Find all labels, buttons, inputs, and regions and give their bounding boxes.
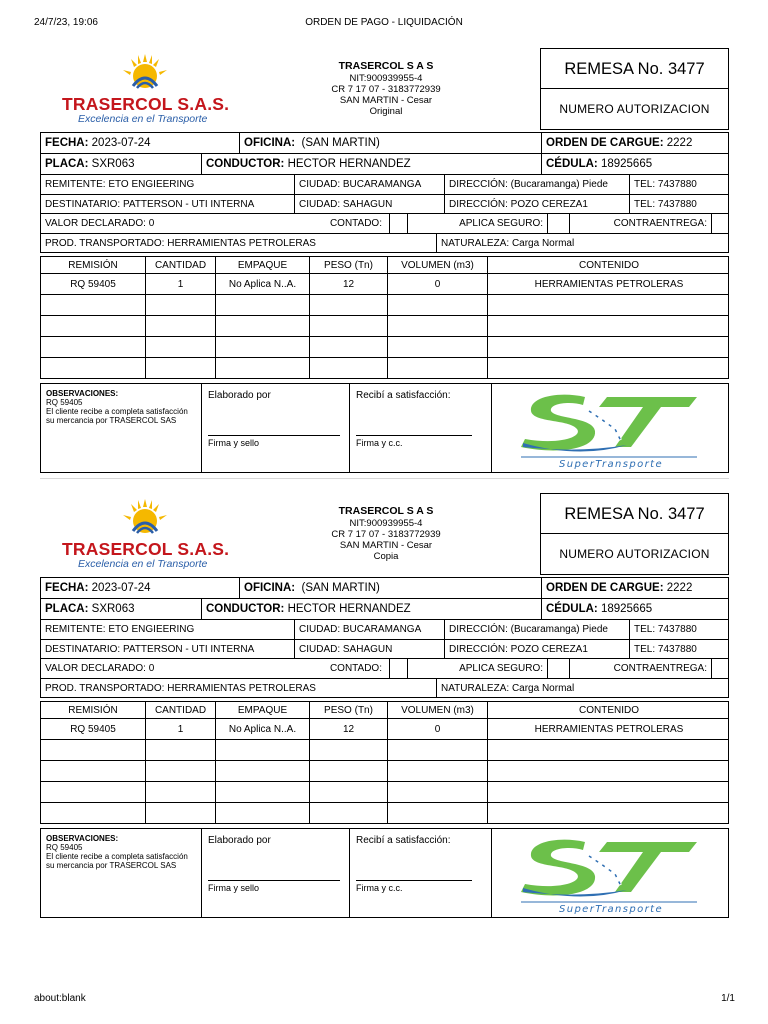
- logo-brand-text: TRASERCOL S.A.S.: [62, 539, 230, 559]
- authorization-number: NUMERO AUTORIZACION: [559, 547, 710, 561]
- column-header: REMISIÓN: [68, 704, 118, 716]
- observations-line: El cliente recibe a completa satisfacción: [46, 852, 188, 861]
- table-cell: [215, 316, 309, 336]
- column-header: CANTIDAD: [145, 702, 215, 718]
- table-cell: [145, 337, 215, 357]
- table-cell: 1: [145, 274, 215, 294]
- placa-value: SXR063: [91, 603, 135, 615]
- items-header-row: [40, 256, 729, 274]
- signature-line: [208, 435, 340, 436]
- recibi-box: [349, 384, 491, 472]
- observations-line: El cliente recibe a completa satisfacción: [46, 407, 188, 416]
- conductor-cell: [201, 154, 541, 174]
- cedula-label: CÉDULA:: [546, 603, 598, 615]
- items-table: [40, 701, 729, 824]
- firma-cc-label: Firma y c.c.: [356, 883, 403, 893]
- direccion-destino-cell: DIRECCIÓN: POZO CEREZA1: [444, 195, 629, 213]
- observations-title: OBSERVACIONES:: [46, 389, 119, 398]
- print-title: ORDEN DE PAGO - LIQUIDACIÓN: [305, 17, 463, 28]
- signature-line: [208, 880, 340, 881]
- cedula-label: CÉDULA:: [546, 158, 598, 170]
- contado-divider: [389, 214, 390, 233]
- table-cell: [309, 316, 387, 336]
- fecha-cell: [41, 133, 239, 153]
- company-info: [260, 505, 512, 562]
- column-header: CONTENIDO: [487, 257, 730, 273]
- table-cell: 0: [387, 719, 487, 739]
- table-row: [40, 803, 729, 824]
- destinatario-cell: DESTINATARIO: PATTERSON - UTI INTERNA: [45, 643, 255, 655]
- naturaleza-cell: NATURALEZA: Carga Normal: [436, 679, 730, 697]
- trasercol-logo: [58, 50, 228, 126]
- contraentrega-checkbox: [711, 659, 730, 678]
- print-header: [0, 17, 768, 31]
- contado-divider: [389, 659, 390, 678]
- oficina-cell: [239, 578, 541, 598]
- contraentrega-cell: CONTRAENTREGA:: [569, 659, 711, 678]
- row-fecha: [40, 132, 729, 154]
- supertransporte-logo-icon: [519, 389, 701, 469]
- elaborado-label: Elaborado por: [208, 390, 271, 401]
- table-cell: [145, 316, 215, 336]
- company-info: [260, 60, 512, 117]
- observations-line: RQ 59405: [46, 843, 83, 852]
- firma-cc-label: Firma y c.c.: [356, 438, 403, 448]
- destinatario-cell: DESTINATARIO: PATTERSON - UTI INTERNA: [45, 198, 255, 210]
- observations-line: su mercancia por TRASERCOL SAS: [46, 416, 177, 425]
- table-cell: [145, 295, 215, 315]
- print-footer: [0, 993, 768, 1007]
- direccion-destino-cell: DIRECCIÓN: POZO CEREZA1: [444, 640, 629, 658]
- observations-section: [40, 828, 729, 918]
- authorization-number: NUMERO AUTORIZACION: [559, 102, 710, 116]
- producto-cell: PROD. TRANSPORTADO: HERRAMIENTAS PETROLERAS: [45, 682, 316, 694]
- supertransporte-logo-icon: [519, 834, 701, 914]
- remesa-number: REMESA No. 3477: [541, 494, 728, 534]
- fecha-value: 2023-07-24: [91, 137, 151, 149]
- elaborado-label: Elaborado por: [208, 835, 271, 846]
- fecha-label: FECHA:: [45, 582, 89, 594]
- fecha-label: FECHA:: [45, 137, 89, 149]
- table-cell: [41, 740, 145, 760]
- tel-origen-cell: TEL: 7437880: [629, 620, 730, 639]
- logo-brand-text: TRASERCOL S.A.S.: [62, 94, 230, 114]
- table-cell: [487, 782, 730, 802]
- table-cell: [487, 295, 730, 315]
- company-name: TRASERCOL S A S: [338, 505, 434, 517]
- table-cell: [41, 337, 145, 357]
- placa-cell: [41, 599, 201, 619]
- row-destinatario: [40, 195, 729, 214]
- contraentrega-checkbox: [711, 214, 730, 233]
- column-header: REMISIÓN: [68, 259, 118, 271]
- column-header: CANTIDAD: [145, 257, 215, 273]
- row-remitente: [40, 175, 729, 195]
- table-cell: [215, 761, 309, 781]
- table-row: [40, 358, 729, 379]
- table-cell: 1: [145, 719, 215, 739]
- table-cell: [309, 782, 387, 802]
- table-row: [40, 295, 729, 316]
- table-cell: [309, 358, 387, 378]
- table-cell: [487, 316, 730, 336]
- column-header: EMPAQUE: [215, 702, 309, 718]
- valor-declarado-cell: VALOR DECLARADO: 0: [45, 218, 155, 229]
- elaborado-box: [201, 829, 349, 917]
- remesa-table: [40, 577, 729, 918]
- table-cell: [487, 358, 730, 378]
- logo-slogan: Excelencia en el Transporte: [78, 113, 208, 125]
- table-cell: [309, 761, 387, 781]
- observations-text: [46, 834, 188, 870]
- recibi-label: Recibí a satisfacción:: [356, 390, 451, 401]
- conductor-label: CONDUCTOR:: [206, 603, 285, 615]
- remesa-copy: [40, 48, 729, 478]
- direccion-origen-cell: DIRECCIÓN: (Bucaramanga) Piede: [444, 620, 629, 639]
- orden-cargue-cell: [541, 133, 730, 153]
- items-header-row: [40, 701, 729, 719]
- table-cell: [487, 740, 730, 760]
- contraentrega-cell: CONTRAENTREGA:: [569, 214, 711, 233]
- table-row: [40, 761, 729, 782]
- table-cell: [309, 803, 387, 823]
- table-cell: No Aplica N..A.: [215, 274, 309, 294]
- table-cell: [41, 316, 145, 336]
- orden-cargue-label: ORDEN DE CARGUE:: [546, 137, 664, 149]
- direccion-origen-cell: DIRECCIÓN: (Bucaramanga) Piede: [444, 175, 629, 194]
- table-cell: [215, 740, 309, 760]
- table-cell: HERRAMIENTAS PETROLERAS: [487, 719, 730, 739]
- observations-text: [46, 389, 188, 425]
- table-row: [40, 316, 729, 337]
- orden-cargue-value: 2222: [666, 137, 693, 149]
- conductor-label: CONDUCTOR:: [206, 158, 285, 170]
- table-cell: [387, 782, 487, 802]
- table-cell: [41, 295, 145, 315]
- signature-line: [356, 880, 472, 881]
- table-cell: [309, 295, 387, 315]
- table-cell: [387, 337, 487, 357]
- table-cell: [487, 761, 730, 781]
- oficina-value: (SAN MARTIN): [301, 582, 380, 594]
- sun-logo-icon: [120, 52, 170, 94]
- oficina-cell: [239, 133, 541, 153]
- orden-cargue-value: 2222: [666, 582, 693, 594]
- ciudad-destino-cell: CIUDAD: SAHAGUN: [294, 640, 444, 658]
- remesa-copy: [40, 493, 729, 923]
- company-city: SAN MARTIN - Cesar: [339, 95, 433, 106]
- row-valor: [40, 659, 729, 679]
- conductor-value: HECTOR HERNANDEZ: [287, 158, 411, 170]
- conductor-cell: [201, 599, 541, 619]
- observations-line: RQ 59405: [46, 398, 83, 407]
- aplica-seguro-cell: APLICA SEGURO:: [407, 659, 547, 678]
- oficina-value: (SAN MARTIN): [301, 137, 380, 149]
- tel-origen-cell: TEL: 7437880: [629, 175, 730, 194]
- placa-value: SXR063: [91, 158, 135, 170]
- cedula-value: 18925665: [600, 603, 653, 615]
- table-cell: [145, 740, 215, 760]
- row-destinatario: [40, 640, 729, 659]
- table-cell: [387, 316, 487, 336]
- print-datetime: 24/7/23, 19:06: [34, 17, 98, 28]
- table-row: [40, 274, 729, 295]
- fecha-value: 2023-07-24: [91, 582, 151, 594]
- supertransporte-caption: SuperTransporte: [558, 904, 664, 914]
- table-cell: 12: [309, 719, 387, 739]
- table-cell: [387, 740, 487, 760]
- naturaleza-cell: NATURALEZA: Carga Normal: [436, 234, 730, 252]
- table-cell: HERRAMIENTAS PETROLERAS: [487, 274, 730, 294]
- copy-label: Original: [369, 106, 403, 117]
- oficina-label: OFICINA:: [244, 137, 296, 149]
- cedula-value: 18925665: [600, 158, 653, 170]
- table-cell: [145, 358, 215, 378]
- ciudad-destino-cell: CIUDAD: SAHAGUN: [294, 195, 444, 213]
- contado-cell: CONTADO:: [329, 218, 382, 229]
- cedula-cell: [541, 154, 730, 174]
- tel-destino-cell: TEL: 7437880: [629, 195, 730, 213]
- orden-cargue-label: ORDEN DE CARGUE:: [546, 582, 664, 594]
- placa-label: PLACA:: [45, 158, 89, 170]
- conductor-value: HECTOR HERNANDEZ: [287, 603, 411, 615]
- column-header: VOLUMEN (m3): [387, 257, 487, 273]
- table-cell: [215, 803, 309, 823]
- print-url: about:blank: [34, 993, 86, 1004]
- page-number: 1/1: [721, 993, 735, 1004]
- table-cell: [215, 782, 309, 802]
- table-cell: [487, 337, 730, 357]
- observations-section: [40, 383, 729, 473]
- remesa-box: [540, 493, 729, 575]
- remesa-box: [540, 48, 729, 130]
- company-nit: NIT:900939955-4: [349, 73, 423, 84]
- cedula-cell: [541, 599, 730, 619]
- items-table: [40, 256, 729, 379]
- trasercol-logo: [58, 495, 228, 571]
- table-cell: [387, 295, 487, 315]
- row-producto: [40, 679, 729, 698]
- table-cell: [309, 740, 387, 760]
- producto-cell: PROD. TRANSPORTADO: HERRAMIENTAS PETROLERAS: [45, 237, 316, 249]
- table-row: [40, 337, 729, 358]
- company-address: CR 7 17 07 - 3183772939: [331, 529, 441, 540]
- observations-line: su mercancia por TRASERCOL SAS: [46, 861, 177, 870]
- row-remitente: [40, 620, 729, 640]
- table-row: [40, 740, 729, 761]
- observations-box: [41, 829, 201, 917]
- aplica-seguro-cell: APLICA SEGURO:: [407, 214, 547, 233]
- elaborado-box: [201, 384, 349, 472]
- firma-sello-label: Firma y sello: [208, 883, 260, 893]
- table-cell: RQ 59405: [70, 723, 116, 735]
- oficina-label: OFICINA:: [244, 582, 296, 594]
- table-cell: [309, 337, 387, 357]
- table-cell: [387, 358, 487, 378]
- sun-logo-icon: [120, 497, 170, 539]
- seguro-checkbox: [547, 214, 569, 233]
- copy-separator: [40, 478, 729, 479]
- remesa-table: [40, 132, 729, 473]
- column-header: EMPAQUE: [215, 257, 309, 273]
- supertransporte-caption: SuperTransporte: [558, 459, 664, 469]
- table-cell: [215, 295, 309, 315]
- fecha-cell: [41, 578, 239, 598]
- row-producto: [40, 234, 729, 253]
- table-cell: [145, 782, 215, 802]
- table-cell: [487, 803, 730, 823]
- observations-box: [41, 384, 201, 472]
- table-cell: [41, 782, 145, 802]
- seguro-checkbox: [547, 659, 569, 678]
- row-placa: [40, 154, 729, 175]
- table-cell: 12: [309, 274, 387, 294]
- remitente-cell: REMITENTE: ETO ENGIEERING: [45, 179, 195, 190]
- firma-sello-label: Firma y sello: [208, 438, 260, 448]
- table-cell: [215, 358, 309, 378]
- remitente-cell: REMITENTE: ETO ENGIEERING: [45, 624, 195, 635]
- valor-declarado-cell: VALOR DECLARADO: 0: [45, 663, 155, 674]
- table-cell: 0: [387, 274, 487, 294]
- column-header: PESO (Tn): [309, 257, 387, 273]
- remesa-number: REMESA No. 3477: [541, 49, 728, 89]
- observations-title: OBSERVACIONES:: [46, 834, 119, 843]
- column-header: VOLUMEN (m3): [387, 702, 487, 718]
- table-cell: [145, 803, 215, 823]
- company-nit: NIT:900939955-4: [349, 518, 423, 529]
- table-row: [40, 719, 729, 740]
- placa-cell: [41, 154, 201, 174]
- recibi-box: [349, 829, 491, 917]
- table-cell: RQ 59405: [70, 278, 116, 290]
- table-cell: [41, 358, 145, 378]
- row-fecha: [40, 577, 729, 599]
- contado-cell: CONTADO:: [329, 663, 382, 674]
- table-cell: No Aplica N..A.: [215, 719, 309, 739]
- recibi-label: Recibí a satisfacción:: [356, 835, 451, 846]
- tel-destino-cell: TEL: 7437880: [629, 640, 730, 658]
- orden-cargue-cell: [541, 578, 730, 598]
- ciudad-origen-cell: CIUDAD: BUCARAMANGA: [294, 620, 444, 639]
- table-cell: [145, 761, 215, 781]
- placa-label: PLACA:: [45, 603, 89, 615]
- row-placa: [40, 599, 729, 620]
- column-header: PESO (Tn): [309, 702, 387, 718]
- row-valor: [40, 214, 729, 234]
- company-address: CR 7 17 07 - 3183772939: [331, 84, 441, 95]
- company-name: TRASERCOL S A S: [338, 60, 434, 72]
- table-cell: [41, 803, 145, 823]
- table-cell: [387, 803, 487, 823]
- column-header: CONTENIDO: [487, 702, 730, 718]
- table-cell: [41, 761, 145, 781]
- table-cell: [387, 761, 487, 781]
- company-city: SAN MARTIN - Cesar: [339, 540, 433, 551]
- ciudad-origen-cell: CIUDAD: BUCARAMANGA: [294, 175, 444, 194]
- table-row: [40, 782, 729, 803]
- copy-label: Copia: [373, 551, 399, 562]
- signature-line: [356, 435, 472, 436]
- logo-slogan: Excelencia en el Transporte: [78, 558, 208, 570]
- table-cell: [215, 337, 309, 357]
